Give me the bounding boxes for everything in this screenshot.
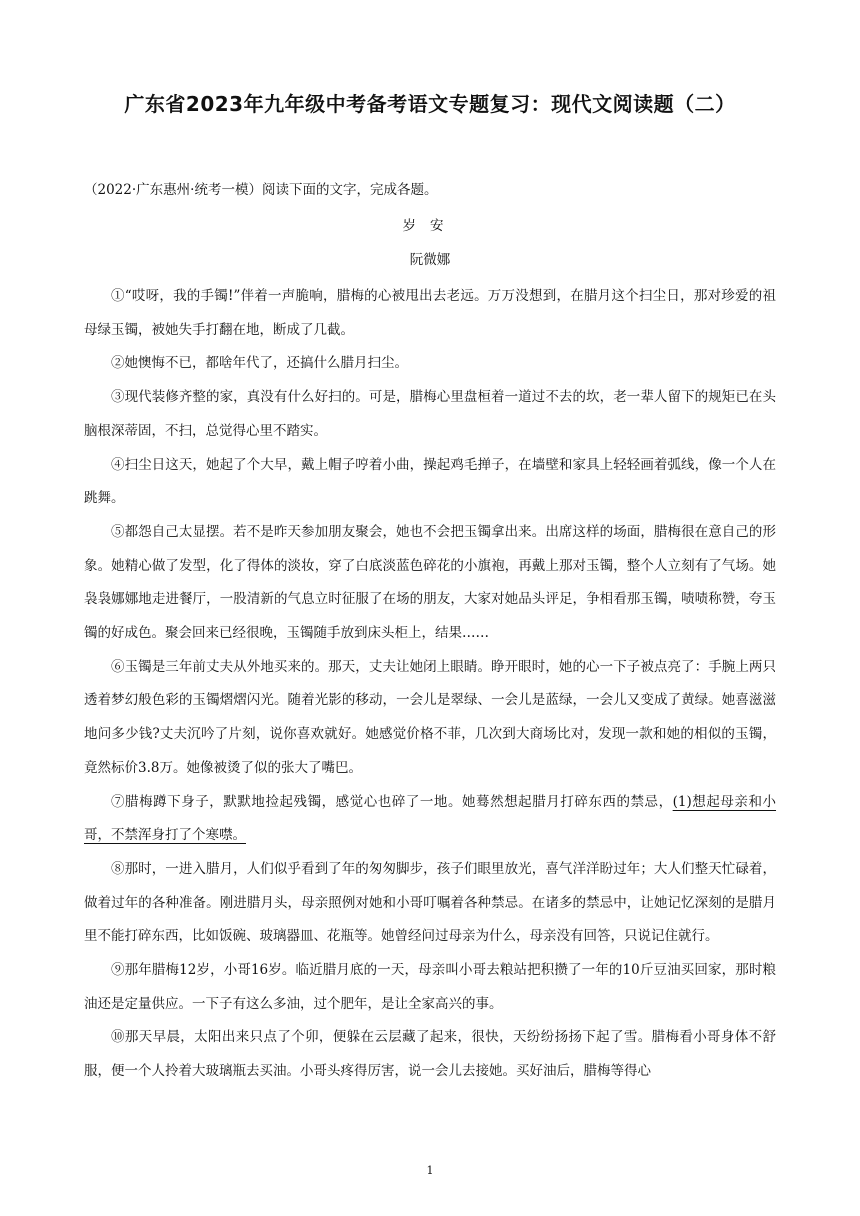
paragraph-text: ②她懊悔不已，都啥年代了，还搞什么腊月扫尘。	[111, 355, 408, 372]
paragraph-9	[84, 954, 776, 1021]
question-source-line: （2022·广东惠州·统考一模）阅读下面的文字，完成各题。	[84, 182, 438, 198]
essay-author: 阮微娜	[409, 252, 451, 268]
essay-body	[84, 280, 776, 1089]
paragraph-text: ⑤都怨自己太显摆。若不是昨天参加朋友聚会，她也不会把玉镯拿出来。出席这样的场面，腊梅很在意自己的形象。她精心做了发型，化了得体的淡妆，穿了白底淡蓝色碎花的小旗袍，再戴上那对玉镯，整个人立刻有了气场。她袅袅娜娜地走进餐厅，一股清新的气息立时征服了在场的朋友，大家对她品头评足，争相看那玉镯，啧啧称赞，夸玉镯的好成色。聚会回来已经很晚，玉镯随手放到床头柜上，结果……	[84, 523, 776, 642]
paragraph-6	[84, 651, 776, 786]
paragraph-text: ⑥玉镯是三年前丈夫从外地买来的。那天，丈夫让她闭上眼睛。睁开眼时，她的心一下子被点亮了：手腕上两只透着梦幻般色彩的玉镯熠熠闪光。随着光影的移动，一会儿是翠绿、一会儿是蓝绿，一会儿又变成了黄绿。她喜滋滋地问多少钱?丈夫沉吟了片刻，说你喜欢就好。她感觉价格不菲，几次到大商场比对，发现一款和她的相似的玉镯，竟然标价3.8万。她像被烫了似的张大了嘴巴。	[84, 658, 776, 776]
paragraph-5	[84, 516, 776, 651]
page-number: 1	[426, 1164, 434, 1177]
paragraph-text: ⑦腊梅蹲下身子，默默地捡起残镯，感觉心也碎了一地。她蓦然想起腊月打碎东西的禁忌，	[111, 793, 673, 810]
paragraph-text: ④扫尘日这天，她起了个大早，戴上帽子哼着小曲，操起鸡毛掸子，在墙壁和家具上轻轻画着弧线，像一个人在跳舞。	[84, 456, 776, 507]
paragraph-1	[84, 280, 776, 347]
essay-title: 岁安	[402, 218, 458, 234]
underlined-question-sentence: (1)想起母亲和小哥，不禁浑身打了个寒噤。	[84, 793, 777, 844]
paragraph-text: ⑨那年腊梅12岁，小哥16岁。临近腊月底的一天，母亲叫小哥去粮站把积攒了一年的10斤豆油买回家，那时粮油还是定量供应。一下子有这么多油，过个肥年，是让全家高兴的事。	[84, 962, 776, 1012]
paragraph-text: ⑩那天早晨，太阳出来只点了个卯，便躲在云层藏了起来，很快，天纷纷扬扬下起了雪。腊梅看小哥身体不舒服，便一个人拎着大玻璃瓶去买油。小哥头疼得厉害，说一会儿去接她。买好油后，腊梅等得心	[84, 1029, 776, 1080]
paragraph-7	[84, 786, 776, 853]
document-title: 广东省2023年九年级中考备考语文专题复习：现代文阅读题（二）	[124, 92, 736, 116]
paragraph-text: ⑧那时，一进入腊月，人们似乎看到了年的匆匆脚步，孩子们眼里放光，喜气洋洋盼过年；大人们整天忙碌着，做着过年的各种准备。刚进腊月头，母亲照例对她和小哥叮嘱着各种禁忌。在诸多的禁忌中，让她记忆深刻的是腊月里不能打碎东西，比如饭碗、玻璃器皿、花瓶等。她曾经问过母亲为什么，母亲没有回答，只说记住就行。	[84, 860, 776, 945]
paragraph-text: ①“哎呀，我的手镯!”伴着一声脆响，腊梅的心被甩出去老远。万万没想到，在腊月这个扫尘日，那对珍爱的祖母绿玉镯，被她失手打翻在地，断成了几截。	[84, 288, 776, 338]
paragraph-3	[84, 381, 776, 448]
paragraph-10	[84, 1021, 776, 1088]
paragraph-4	[84, 449, 776, 516]
paragraph-2	[84, 347, 776, 381]
paragraph-text: ③现代装修齐整的家，真没有什么好扫的。可是，腊梅心里盘桓着一道过不去的坎，老一辈人留下的规矩已在头脑根深蒂固，不扫，总觉得心里不踏实。	[84, 389, 776, 439]
paragraph-8	[84, 853, 776, 954]
